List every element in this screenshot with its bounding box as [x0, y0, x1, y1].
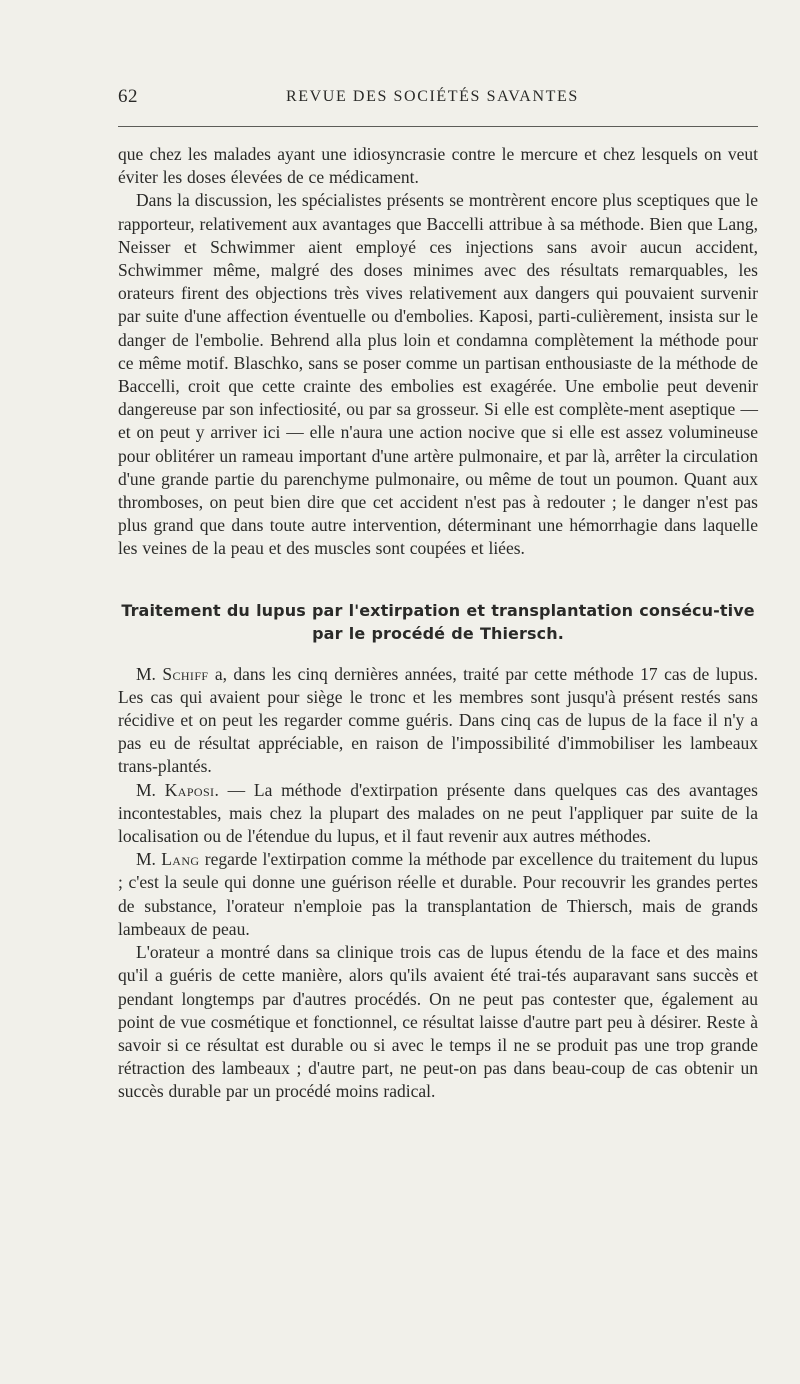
paragraph-schiff: M. Schiff a, dans les cinq dernières années, traité par cette méthode 17 cas de lupus. Les cas qui avaient pour siège le tronc et les membres sont jusqu'à présent restés sans récidive et on peut les regarder comme guéris. Dans cinq cas de lupus de la face il n'y a pas eu de résultat appréciable, en raison de l'impossibilité d'immobiliser les lambeaux trans-plantés.	[118, 663, 758, 777]
book-page	[118, 86, 758, 1104]
speaker-name: Schiff	[162, 663, 209, 684]
header-rule	[118, 126, 758, 127]
paragraph-clinic: L'orateur a montré dans sa clinique trois cas de lupus étendu de la face et des mains qu'il a guéris de cette manière, alors qu'ils avaient été trai-tés auparavant sans succès et pendant longtemps par d'autres procédés. On ne peut pas contester que, également au point de vue cosmétique et fonctionnel, ce résultat laisse d'autre part peu à désirer. Reste à savoir si ce résultat est durable ou si avec le temps il ne se produit pas une trop grande rétraction des lambeaux ; d'autre part, ne peut-on pas dans beau-coup de cas obtenir un succès durable par un procédé moins radical.	[118, 942, 758, 1102]
running-head	[118, 86, 758, 116]
section-heading: Traitement du lupus par l'extirpation et transplantation consécu-tive par le procédé de Thiersch.	[121, 600, 755, 643]
speaker-name: Kaposi	[164, 779, 215, 800]
body-text	[118, 143, 758, 1104]
page-number: 62	[118, 86, 138, 107]
paragraph-lang: M. Lang regarde l'extirpation comme la méthode par excellence du traitement du lupus ; c'est la seule qui donne une guérison réelle et durable. Pour recouvrir les grandes pertes de substance, l'orateur n'emploie pas la transplantation de Thiersch, mais de grands lambeaux de peau.	[118, 849, 759, 939]
paragraph-discussion: Dans la discussion, les spécialistes présents se montrèrent encore plus sceptiques que le rapporteur, relativement aux avantages que Baccelli attribue à sa méthode. Bien que Lang, Neisser et Schwimmer aient employé ces injections sans avoir aucun accident, Schwimmer même, malgré des doses minimes avec des résultats remarquables, les orateurs firent des objections très vives relativement aux dangers qui pouvaient survenir par suite d'une affection éventuelle ou d'embolies. Kaposi, parti-culièrement, insista sur le danger de l'embolie. Behrend alla plus loin et condamna complètement la méthode pour ce même motif. Blaschko, sans se poser comme un partisan enthousiaste de la méthode de Baccelli, croit que cette crainte des embolies est exagérée. Une embolie peut devenir dangereuse par son infectiosité, ou par sa grosseur. Si elle est complète-ment aseptique — et on peut y arriver ici — elle n'aura une action nocive que si elle est assez volumineuse pour oblitérer un rameau important d'une artère pulmonaire, et par là, arrêter la circulation d'une grande partie du parenchyme pulmonaire, ou même de tout un poumon. Quant aux thromboses, on peut bien dire que cet accident n'est pas à redouter ; le danger n'est pas plus grand que dans toute autre intervention, déterminant une hémorrhagie dans laquelle les veines de la peau et des muscles sont coupées et liées.	[118, 190, 758, 559]
speaker-name: Lang	[161, 849, 200, 870]
paragraph-kaposi: M. Kaposi. — La méthode d'extirpation présente dans quelques cas des avantages incontestables, mais chez la plupart des malades on ne peut l'appliquer par suite de la localisation ou de l'étendue du lupus, et il faut revenir aux autres méthodes.	[118, 779, 758, 847]
paragraph-continuation: que chez les malades ayant une idiosyncrasie contre le mercure et chez lesquels on veut éviter les doses élevées de ce médicament.	[118, 144, 758, 188]
running-title: REVUE DES SOCIÉTÉS SAVANTES	[286, 88, 579, 105]
